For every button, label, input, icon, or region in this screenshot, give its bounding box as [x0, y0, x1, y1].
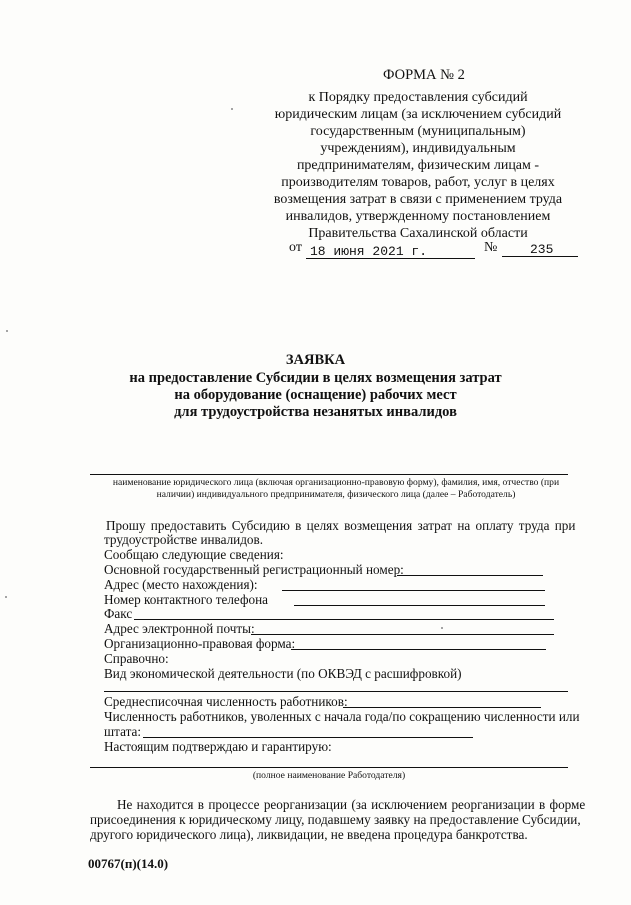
applicant-caption: наличии) индивидуального предпринимателя, физического лица (далее – Работодатель) [156, 489, 516, 500]
avg-staff-field[interactable] [343, 707, 541, 708]
header-line: производителям товаров, работ, услуг в целях [281, 175, 555, 190]
address-field[interactable] [282, 590, 545, 591]
fax-label: Факс [104, 606, 133, 621]
title-line: на предоставление Субсидии в целях возмещения затрат [129, 370, 502, 386]
okved-label: Вид экономической деятельности (по ОКВЭД с расшифровкой) [104, 666, 462, 681]
request-text: Прошу предоставить Субсидию в целях возмещения затрат на оплату труда при [106, 518, 576, 533]
number-value: 235 [530, 242, 554, 257]
info-intro: Сообщаю следующие сведения: [104, 547, 284, 562]
form-number: ФОРМА № 2 [383, 67, 465, 83]
number-underline [502, 256, 578, 257]
dismissed-label: штата: [104, 724, 142, 739]
scan-speck [5, 596, 7, 598]
title-line: для трудоустройства незанятых инвалидов [174, 404, 457, 420]
fax-field[interactable] [134, 619, 554, 620]
applicant-name-line [90, 474, 568, 475]
guarantee-text: Не находится в процессе реорганизации (за исключением реорганизации в форме [117, 797, 586, 812]
date-underline [306, 258, 475, 259]
scan-speck [231, 108, 233, 110]
scan-speck [6, 330, 8, 332]
applicant-caption: наименование юридического лица (включая организационно-правовую форму), фамилия, имя, отчество (при [112, 477, 560, 488]
email-label: Адрес электронной почты: [104, 621, 255, 636]
employer-name-line[interactable] [90, 767, 568, 768]
number-label: № [484, 240, 498, 255]
scan-speck [441, 627, 443, 629]
okved-field[interactable] [104, 691, 568, 692]
dismissed-label: Численность работников, уволенных с начала года/по сокращению численности или [104, 709, 580, 724]
email-field[interactable] [251, 634, 554, 635]
address-label: Адрес (место нахождения): [104, 577, 258, 592]
from-label: от [289, 240, 302, 255]
ogrn-field[interactable] [397, 575, 543, 576]
employer-caption: (полное наименование Работодателя) [252, 770, 406, 781]
guarantee-text: присоединения к юридическому лицу, подавшему заявку на предоставление Субсидии, [90, 812, 581, 827]
header-line: государственным (муниципальным) [310, 124, 526, 139]
ogrn-label: Основной государственный регистрационный номер: [104, 562, 404, 577]
confirm-label: Настоящим подтверждаю и гарантирую: [104, 739, 332, 754]
header-line: инвалидов, утвержденному постановлением [285, 209, 551, 224]
phone-label: Номер контактного телефона [104, 592, 268, 607]
date-value: 18 июня 2021 г. [310, 244, 428, 259]
reference-label: Справочно: [104, 651, 169, 666]
header-line: Правительства Сахалинской области [308, 226, 528, 241]
avg-staff-label: Среднесписочная численность работников: [104, 694, 348, 709]
legal-form-field[interactable] [291, 649, 546, 650]
document-title: ЗАЯВКА [285, 352, 346, 368]
header-line: предпринимателям, физическим лицам - [296, 158, 540, 173]
request-text: трудоустройстве инвалидов. [104, 532, 264, 547]
phone-field[interactable] [294, 605, 545, 606]
header-line: возмещения затрат в связи с применением труда [273, 192, 563, 207]
header-line: юридическим лицам (за исключением субсидий [274, 107, 562, 122]
legal-form-label: Организационно-правовая форма: [104, 636, 296, 651]
title-line: на оборудование (оснащение) рабочих мест [174, 387, 457, 403]
header-line: к Порядку предоставления субсидий [308, 90, 528, 105]
footer-code: 00767(п)(14.0) [88, 856, 169, 871]
dismissed-field[interactable] [143, 737, 473, 738]
guarantee-text: другого юридического лица), ликвидации, не введена процедура банкротства. [90, 827, 528, 842]
header-line: учреждениям), индивидуальным [320, 141, 516, 156]
